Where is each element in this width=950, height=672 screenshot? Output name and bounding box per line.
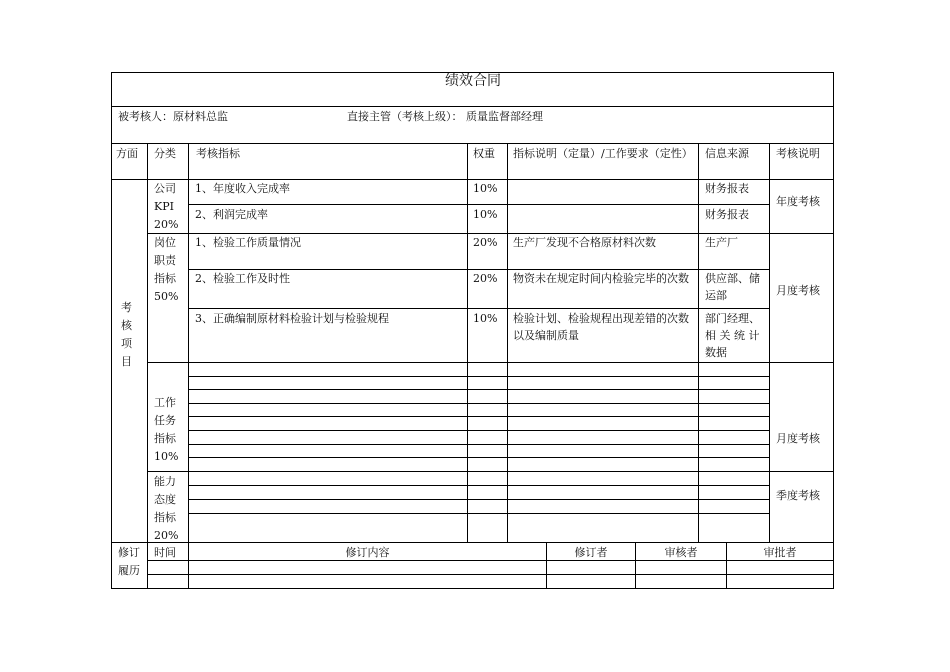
revision-label: 修订 xyxy=(118,546,140,559)
table-rule xyxy=(188,513,770,514)
table-rule xyxy=(188,204,770,205)
table-rule xyxy=(635,542,636,589)
weight-value: 20% xyxy=(473,236,498,249)
description-text: 生产厂发现不合格原材料次数 xyxy=(513,236,656,249)
weight-value: 10% xyxy=(473,182,498,195)
table-rule xyxy=(188,416,770,417)
aspect-char: 项 xyxy=(121,337,132,350)
header-note: 考核说明 xyxy=(776,147,820,160)
revision-header-approver: 审批者 xyxy=(763,546,797,559)
duty-category-label: 指标 xyxy=(154,272,176,285)
assessment-note: 季度考核 xyxy=(776,489,820,502)
table-rule xyxy=(769,143,770,543)
weight-value: 10% xyxy=(473,208,498,221)
revision-header-reviser: 修订者 xyxy=(574,546,608,559)
kpi-category-label: KPI xyxy=(154,200,174,213)
header-source: 信息来源 xyxy=(705,147,749,160)
duty-category-label: 50% xyxy=(154,290,179,303)
table-rule xyxy=(833,72,834,589)
table-rule xyxy=(188,542,189,589)
table-rule xyxy=(147,233,834,234)
source-text: 生产厂 xyxy=(705,236,738,249)
indicator-text: 2、利润完成率 xyxy=(195,208,268,221)
table-rule xyxy=(188,403,770,404)
table-rule xyxy=(111,179,834,180)
table-rule xyxy=(147,143,148,543)
assessment-note: 年度考核 xyxy=(776,195,820,208)
weight-value: 20% xyxy=(473,272,498,285)
indicator-text: 1、年度收入完成率 xyxy=(195,182,290,195)
ability-category-label: 态度 xyxy=(154,493,176,506)
source-text: 财务报表 xyxy=(705,182,749,195)
table-rule xyxy=(507,143,508,543)
table-rule xyxy=(188,485,770,486)
table-rule xyxy=(147,574,834,575)
description-text: 检验计划、检验规程出现差错的次数以及编制质量 xyxy=(513,312,689,342)
task-category-label: 10% xyxy=(154,450,179,463)
aspect-char: 目 xyxy=(121,355,132,368)
table-rule xyxy=(147,542,148,589)
weight-value: 10% xyxy=(473,312,498,325)
page-title: 绩效合同 xyxy=(445,73,501,89)
header-description: 指标说明（定量）/工作要求（定性） xyxy=(513,147,693,160)
supervisor-label: 直接主管（考核上级）： 质量监督部经理 xyxy=(347,110,543,123)
aspect-char: 核 xyxy=(121,319,132,332)
task-category-label: 任务 xyxy=(154,414,176,427)
header-aspect: 方面 xyxy=(116,147,138,160)
table-rule xyxy=(188,444,770,445)
table-rule xyxy=(147,560,834,561)
assessment-note: 月度考核 xyxy=(776,284,820,297)
table-rule xyxy=(188,389,770,390)
description-text: 物资未在规定时间内检验完毕的次数 xyxy=(513,272,689,285)
table-rule xyxy=(467,143,468,543)
table-rule xyxy=(546,542,547,589)
table-rule xyxy=(188,143,189,543)
table-rule xyxy=(111,72,112,589)
table-rule xyxy=(188,308,770,309)
task-category-label: 工作 xyxy=(154,396,176,409)
indicator-text: 3、正确编制原材料检验计划与检验规程 xyxy=(195,312,389,325)
revision-header-reviewer: 审核者 xyxy=(664,546,698,559)
header-weight: 权重 xyxy=(473,147,495,160)
ability-category-label: 指标 xyxy=(154,511,176,524)
header-category: 分类 xyxy=(154,147,176,160)
table-rule xyxy=(188,457,770,458)
ability-category-label: 20% xyxy=(154,529,179,542)
kpi-category-label: 公司 xyxy=(154,182,176,195)
table-rule xyxy=(188,430,770,431)
indicator-text: 1、检验工作质量情况 xyxy=(195,236,301,249)
header-indicator: 考核指标 xyxy=(196,147,240,160)
table-rule xyxy=(188,376,770,377)
revision-label: 履历 xyxy=(118,564,140,577)
table-rule xyxy=(147,471,834,472)
table-rule xyxy=(726,542,727,589)
table-rule xyxy=(111,72,834,73)
table-rule xyxy=(111,143,834,144)
revision-header-time: 时间 xyxy=(154,546,176,559)
table-rule xyxy=(188,269,770,270)
source-text: 供应部、储运部 xyxy=(705,272,760,302)
assessee-label: 被考核人：原材料总监 xyxy=(118,110,228,123)
ability-category-label: 能力 xyxy=(154,475,176,488)
indicator-text: 2、检验工作及时性 xyxy=(195,272,290,285)
table-rule xyxy=(111,106,834,107)
duty-category-label: 岗位 xyxy=(154,236,176,249)
task-category-label: 指标 xyxy=(154,432,176,445)
source-text: 部门经理、相 关 统 计 数据 xyxy=(705,312,760,359)
table-rule xyxy=(147,362,834,363)
duty-category-label: 职责 xyxy=(154,254,176,267)
source-text: 财务报表 xyxy=(705,208,749,221)
table-rule xyxy=(698,143,699,543)
revision-header-content: 修订内容 xyxy=(345,546,390,559)
aspect-char: 考 xyxy=(121,301,132,314)
assessment-note: 月度考核 xyxy=(776,432,820,445)
kpi-category-label: 20% xyxy=(154,218,179,231)
table-rule xyxy=(188,499,770,500)
